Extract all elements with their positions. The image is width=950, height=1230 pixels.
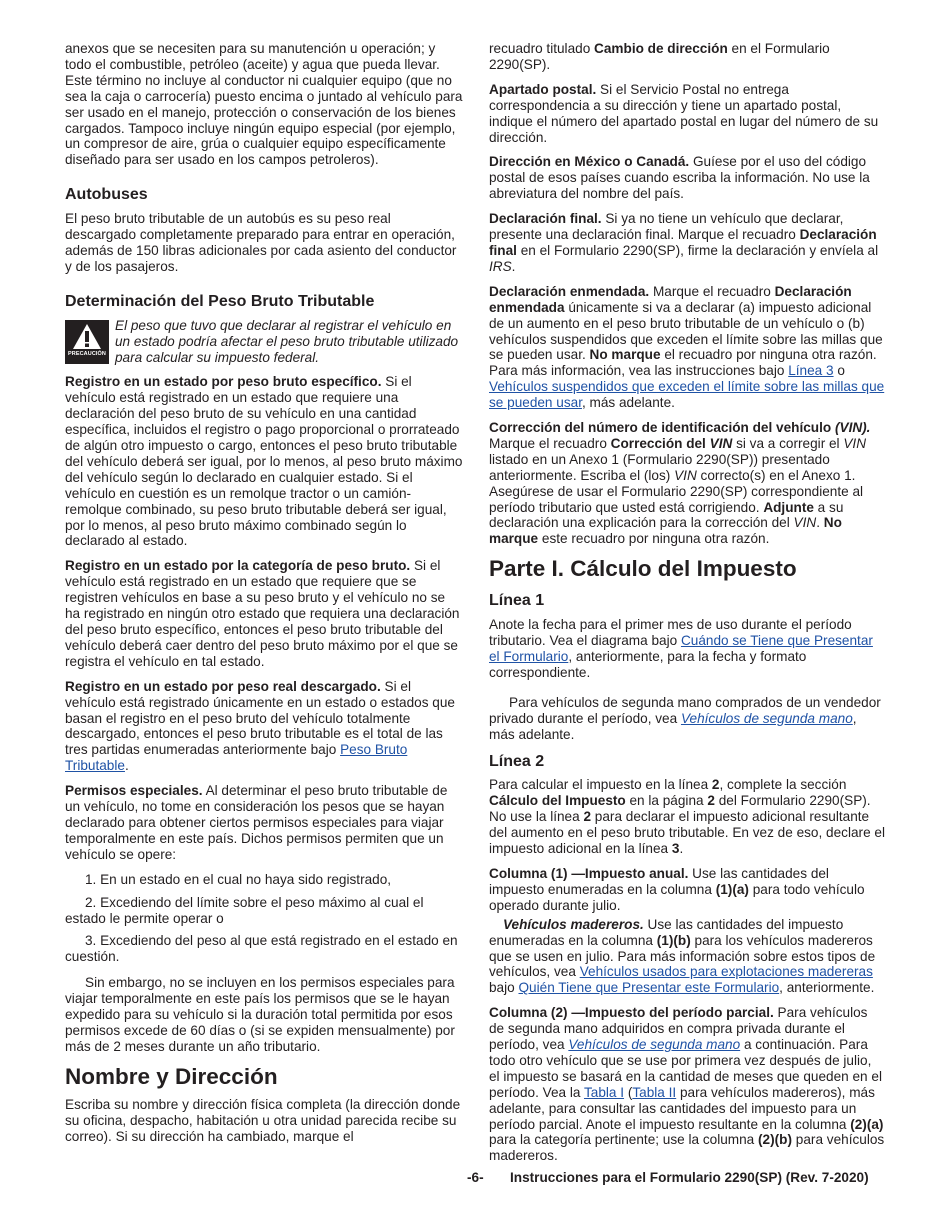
link-vehiculos-segunda-mano[interactable]: Vehículos de segunda mano [680, 710, 853, 726]
heading-linea-1: Línea 1 [489, 592, 545, 610]
paragraph-columna-2: Columna (2) —Impuesto del período parcial. Para vehículos de segunda mano adquiridos en compra privada durante el período, vea Vehículos de segunda mano a continuación. Para todo otro vehículo que se use por primera vez después de julio, el impuesto se basará en la cantidad de meses que queden en el período. Vea la Tabla I (Tabla II para vehículos madereros), más adelante, para consultar las cantidades del impuesto para un período parcial. Anote el impuesto resultante en la columna (2)(a) para la categoría pertinente; use la columna (2)(b) para vehículos madereros. [489, 1005, 885, 1164]
paragraph-permisos: Permisos especiales. Al determinar el peso bruto tributable de un vehículo, no tome en consideración los pesos que se hayan declarado para obtener ciertos permisos especiales para viajar temporalmente en este país. Dichos permisos permiten que un vehículo se opere: [65, 783, 448, 862]
heading-determinacion: Determinación del Peso Bruto Tributable [65, 292, 375, 310]
left-column [65, 41, 463, 1153]
list-item: 2. Excediendo del límite sobre el peso máximo al cual el estado le permite operar o [65, 894, 424, 926]
link-peso-bruto-tributable[interactable]: Peso Bruto Tributable [65, 742, 408, 774]
paragraph-declaracion-enmendada: Declaración enmendada. Marque el recuadro Declaración enmendada únicamente si va a declarar (a) impuesto adicional de un aumento en el peso bruto tributable de un vehículo o (b) vehículos suspendidos que exceden el límite sobre las millas que se pueden usar. No marque el recuadro por ninguna otra razón. Para más información, vea las instrucciones bajo Línea 3 o Vehículos suspendidos que exceden el límite sobre las millas que se pueden usar, más adelante. [489, 283, 885, 411]
heading-parte-i: Parte I. Cálculo del Impuesto [489, 556, 797, 582]
paragraph-intro: anexos que se necesiten para su manutención u operación; y todo el combustible, petróleo (aceite) y agua que pueda llevar. Este término no incluye al conductor ni cualquier equipo (que no sea la caja o carrocería) puesto encima o juntado al vehículo para ser usado en el manejo, protección o conservación de los bienes cargados. Tampoco incluye ningún equipo especial (por ejemplo, un compresor de aire, grúa o cualquier equipo específicamente diseñado para ser usado en los campos petroleros). [65, 41, 463, 168]
link-tabla-ii[interactable]: Tabla II [632, 1084, 677, 1100]
page-number: -6- [467, 1170, 484, 1185]
paragraph-autobuses: El peso bruto tributable de un autobús es su peso real descargado completamente preparado para entrar en operación, además de 150 libras adicionales por cada asiento del conductor y de los pasajeros. [65, 211, 457, 274]
caution-note [65, 318, 463, 366]
paragraph-linea-2: Para calcular el impuesto en la línea 2, complete la sección Cálculo del Impuesto en la página 2 del Formulario 2290(SP). No use la línea 2 para declarar el impuesto adicional resultante del aumento en el peso bruto tributable. En vez de eso, declare el impuesto adicional en la línea 3. [489, 777, 885, 857]
paragraph-linea-1-segunda-mano: Para vehículos de segunda mano comprados de un vendedor privado durante el período, vea Vehículos de segunda mano, más adelante. [489, 694, 881, 742]
paragraph-peso-especifico: Registro en un estado por peso bruto específico. Si el vehículo está registrado en un estado que requiere una declaración del peso bruto de su vehículo en una cantidad específica, incluidos el registro o pago proporcional o prorrateado de algún otro impuesto o cargo, entonces el peso bruto tributable del vehículo deberá ser igual, por lo menos, al peso bruto máximo del vehículo según lo declarado en cualquier estado. Si el vehículo en cuestión es un remolque tractor o un camión-remolque combinado, su peso bruto tributable deberá ser igual, por lo menos, al peso bruto máximo combinado según lo declarado al estado. [65, 374, 463, 549]
heading-autobuses: Autobuses [65, 186, 148, 204]
permisos-list [65, 872, 463, 966]
paragraph-declaracion-final: Declaración final. Si ya no tiene un vehículo que declarar, presente una declaración final. Marque el recuadro Declaración final en el Formulario 2290(SP), firme la declaración y envíela al IRS. [489, 211, 879, 274]
paragraph-nombre: Escriba su nombre y dirección física completa (la dirección donde su oficina, despacho, habitación u otra unidad parecida recibe su correo). Si su dirección ha cambiado, marque el [65, 1096, 461, 1144]
paragraph-apartado-postal: Apartado postal. Si el Servicio Postal no entrega correspondencia a su dirección y tiene un apartado postal, indique el número del apartado postal en lugar del número de su dirección. [489, 81, 879, 145]
link-tabla-i[interactable]: Tabla I [583, 1084, 625, 1100]
caution-label: PRECAUCIÓN [68, 350, 106, 357]
list-item: 3. Excediendo del peso al que está registrado en el estado en cuestión. [65, 933, 458, 965]
heading-nombre-direccion: Nombre y Dirección [65, 1063, 278, 1089]
right-column [489, 41, 885, 1173]
paragraph-vehiculos-madereros: Vehículos madereros. Use las cantidades del impuesto enumeradas en la columna (1)(b) para los vehículos madereros que se usen en julio. Para más información sobre estos tipos de vehículos, vea Vehículos usados para explotaciones madereras bajo Quién Tiene que Presentar este Formulario, anteriormente. [489, 916, 876, 996]
paragraph-cambio-direccion: recuadro titulado Cambio de dirección en el Formulario 2290(SP). [489, 41, 830, 72]
paragraph-correccion-vin: Corrección del número de identificación del vehículo (VIN). Marque el recuadro Corrección del VIN si va a corregir el VIN listado en un Anexo 1 (Formulario 2290(SP)) presentado anteriormente. Escriba el (los) VIN correcto(s) en el Anexo 1. Asegúrese de usar el Formulario 2290(SP) correspondiente al período tributario que usted está corrigiendo. Adjunte a su declaración una explicación para la corrección del VIN. No marque este recuadro por ninguna otra razón. [489, 420, 871, 547]
paragraph-categoria-peso: Registro en un estado por la categoría de peso bruto. Si el vehículo está registrado en un estado que requiere que se registren vehículos en base a su peso bruto y el vehículo no se ha registrado en ningún otro estado que requiera una declaración del peso bruto específico, entonces el peso bruto tributable del vehículo deberá caer dentro del peso bruto máximo por el que se registra el vehículo en tal estado. [65, 558, 460, 669]
paragraph-mexico-canada: Dirección en México o Canadá. Guíese por el uso del código postal de esos países cuando escriba la información. No use la abreviatura del nombre del país. [489, 154, 870, 202]
paragraph-linea-1: Anote la fecha para el primer mes de uso durante el período tributario. Vea el diagrama bajo Cuándo se Tiene que Presentar el Formulario, anteriormente, para la fecha y formato correspondiente. [489, 617, 873, 680]
caution-text: El peso que tuvo que declarar al registrar el vehículo en un estado podría afectar el peso bruto tributable utilizado para calcular su impuesto federal. [115, 317, 459, 365]
link-quien-tiene-que-presentar[interactable]: Quién Tiene que Presentar este Formulario [518, 980, 780, 996]
link-linea-3[interactable]: Línea 3 [788, 363, 834, 379]
paragraph-sin-embargo: Sin embargo, no se incluyen en los permisos especiales para viajar temporalmente en este país los permisos que se le hayan expedido para su vehículo si la duración total permitida por esos permisos excede de 60 días o (si se expiden mensualmente) por más de 2 meses durante un año tributario. [65, 975, 455, 1054]
paragraph-peso-real: Registro en un estado por peso real descargado. Si el vehículo está registrado únicamente en un estado o estados que basan el registro en el peso bruto del vehículo totalmente descargado, entonces el peso bruto tributable es el total de las tres partidas enumeradas anteriormente bajo Peso Bruto Tributable. [65, 678, 455, 774]
caution-warning-icon [65, 320, 109, 364]
footer-title: Instrucciones para el Formulario 2290(SP) (Rev. 7-2020) [510, 1170, 869, 1185]
link-cuando-presentar[interactable]: Cuándo se Tiene que Presentar el Formulario [489, 633, 873, 664]
list-item: 1. En un estado en el cual no haya sido registrado, [85, 871, 392, 887]
link-vehiculos-segunda-mano-2[interactable]: Vehículos de segunda mano [568, 1037, 741, 1053]
paragraph-columna-1: Columna (1) —Impuesto anual. Use las cantidades del impuesto enumeradas en la columna (1)(a) para todo vehículo operado durante julio. [489, 865, 865, 913]
link-explotaciones-madereras[interactable]: Vehículos usados para explotaciones madereras [579, 964, 873, 980]
link-vehiculos-suspendidos[interactable]: Vehículos suspendidos que exceden el límite sobre las millas que se pueden usar [489, 379, 885, 411]
heading-linea-2: Línea 2 [489, 752, 545, 770]
